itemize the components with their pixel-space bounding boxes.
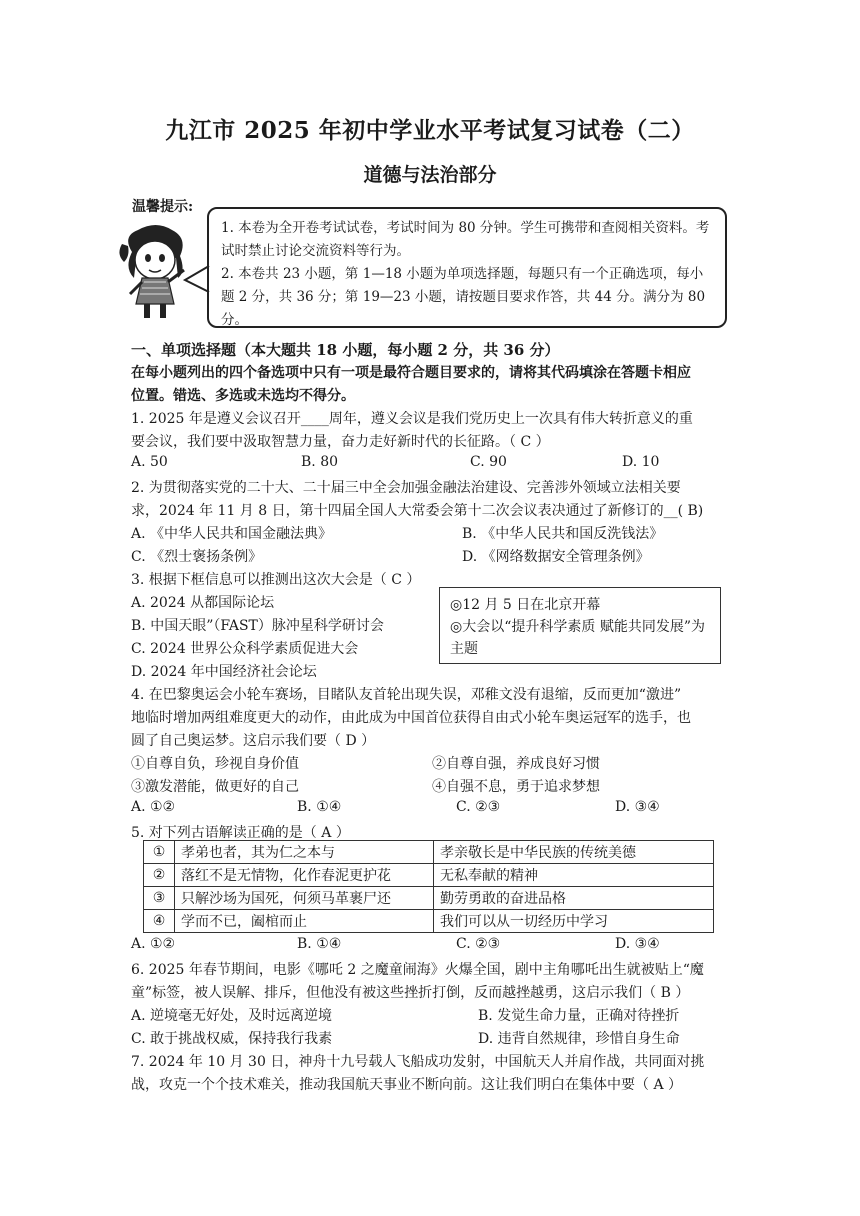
q4-stem-line2: 地临时增加两组难度更大的动作，由此成为中国首位获得自由式小轮车奥运冠军的选手，也 xyxy=(131,710,691,726)
q3-info-box xyxy=(439,587,721,664)
q4-statement-3: ③激发潜能，做更好的自己 xyxy=(131,779,299,795)
q2-option-c: C. 《烈士褒扬条例》 xyxy=(131,549,263,565)
q1-option-b: B. 80 xyxy=(301,454,339,470)
q3-info-line2: ◎大会以“提升科学素质 赋能共同发展”为主题 xyxy=(450,619,705,657)
table-cell: ② xyxy=(144,864,175,887)
q3-option-c: C. 2024 世界公众科学素质促进大会 xyxy=(131,641,359,657)
table-row xyxy=(144,841,714,864)
q5-option-a: A. ①② xyxy=(131,936,176,952)
q4-option-b: B. ①④ xyxy=(297,799,342,815)
table-cell: ③ xyxy=(144,887,175,910)
page-subtitle: 道德与法治部分 xyxy=(363,164,497,186)
tip-item-2: 2. 本卷共 23 小题，第 1—18 小题为单项选择题，每题只有一个正确选项，每小题 2 分，共 36 分；第 19—23 小题，请按题目要求作答，共 44 分。满分为 80 分。 xyxy=(221,266,706,328)
q4-option-a: A. ①② xyxy=(131,799,176,815)
table-cell: 我们可以从一切经历中学习 xyxy=(434,910,714,933)
tips-box xyxy=(207,207,727,328)
q2-option-a: A. 《中华人民共和国金融法典》 xyxy=(131,526,333,542)
q3-stem: 3. 根据下框信息可以推测出这次大会是（ C ） xyxy=(131,572,421,588)
section-instructions-line2: 位置。错选、多选或未选均不得分。 xyxy=(131,388,355,404)
q6-option-c: C. 敢于挑战权威，保持我行我素 xyxy=(131,1031,333,1047)
q6-option-a: A. 逆境毫无好处，及时远离逆境 xyxy=(131,1008,333,1024)
q4-option-c: C. ②③ xyxy=(456,799,501,815)
q3-info-line1: ◎12 月 5 日在北京开幕 xyxy=(450,597,601,613)
q1-option-a: A. 50 xyxy=(131,454,168,470)
q5-option-c: C. ②③ xyxy=(456,936,501,952)
q5-option-b: B. ①④ xyxy=(297,936,342,952)
q7-stem-line2: 战，攻克一个个技术难关，推动我国航天事业不断向前。这让我们明白在集体中要（ A ） xyxy=(131,1077,683,1093)
q7-stem-line1: 7. 2024 年 10 月 30 日，神舟十九号载人飞船成功发射，中国航天人并肩作战，共同面对挑 xyxy=(131,1054,705,1070)
q1-stem-line2: 要会议，我们要中汲取智慧力量，奋力走好新时代的长征路。（ C ） xyxy=(131,434,550,450)
q5-stem: 5. 对下列古语解读正确的是（ A ） xyxy=(131,825,350,841)
q2-option-b: B. 《中华人民共和国反洗钱法》 xyxy=(462,526,664,542)
tips-label: 温馨提示: xyxy=(132,199,194,215)
q4-stem-line1: 4. 在巴黎奥运会小轮车赛场，目睹队友首轮出现失误，邓稚文没有退缩，反而更加“激进” xyxy=(131,687,682,703)
table-row xyxy=(144,887,714,910)
table-cell: ① xyxy=(144,841,175,864)
q4-statement-2: ②自尊自强，养成良好习惯 xyxy=(432,756,600,772)
q1-stem-line1: 1. 2025 年是遵义会议召开____周年，遵义会议是我们党历史上一次具有伟大转折意义的重 xyxy=(131,411,693,427)
page-title: 九江市 2025 年初中学业水平考试复习试卷（二） xyxy=(165,117,695,144)
q4-option-d: D. ③④ xyxy=(615,799,660,815)
table-cell: 孝弟也者，其为仁之本与 xyxy=(175,841,434,864)
q1-option-d: D. 10 xyxy=(622,454,660,470)
q3-option-d: D. 2024 年中国经济社会论坛 xyxy=(131,664,317,680)
table-cell: 勤劳勇敢的奋进品格 xyxy=(434,887,714,910)
q6-stem-line2: 童”标签，被人误解、排斥，但他没有被这些挫折打倒，反而越挫越勇，这启示我们（ B ） xyxy=(131,985,690,1001)
section-instructions-line1: 在每小题列出的四个备选项中只有一项是最符合题目要求的，请将其代码填涂在答题卡相应 xyxy=(131,365,691,381)
table-cell: ④ xyxy=(144,910,175,933)
q3-option-b: B. 中国天眼”（FAST）脉冲星科学研讨会 xyxy=(131,618,384,634)
table-row xyxy=(144,864,714,887)
q3-option-a: A. 2024 从都国际论坛 xyxy=(131,595,275,611)
q4-statement-1: ①自尊自负，珍视自身价值 xyxy=(131,756,299,772)
q2-stem-line2: 求，2024 年 11 月 8 日，第十四届全国人大常委会第十二次会议表决通过了新修订的__( B) xyxy=(131,503,704,519)
q2-stem-line1: 2. 为贯彻落实党的二十大、二十届三中全会加强金融法治建设、完善涉外领域立法相关要 xyxy=(131,480,681,496)
table-cell: 学而不已，阖棺而止 xyxy=(175,910,434,933)
table-row xyxy=(144,910,714,933)
section-heading: 一、单项选择题（本大题共 18 小题，每小题 2 分，共 36 分） xyxy=(131,341,560,359)
q5-sayings-table xyxy=(143,840,714,933)
q4-statement-4: ④自强不息，勇于追求梦想 xyxy=(432,779,600,795)
q6-option-d: D. 违背自然规律，珍惜自身生命 xyxy=(478,1031,680,1047)
q6-option-b: B. 发觉生命力量，正确对待挫折 xyxy=(478,1008,680,1024)
table-cell: 无私奉献的精神 xyxy=(434,864,714,887)
table-cell: 只解沙场为国死，何须马革裹尸还 xyxy=(175,887,434,910)
tip-item-1: 1. 本卷为全开卷考试试卷，考试时间为 80 分钟。学生可携带和查阅相关资料。考试时禁止讨论交流资料等行为。 xyxy=(221,220,710,259)
table-cell: 落红不是无情物，化作春泥更护花 xyxy=(175,864,434,887)
cartoon-girl-illustration xyxy=(118,222,193,322)
q2-option-d: D. 《网络数据安全管理条例》 xyxy=(462,549,650,565)
q6-stem-line1: 6. 2025 年春节期间，电影《哪吒 2 之魔童闹海》火爆全国，剧中主角哪吒出生就被贴上“魔 xyxy=(131,962,704,978)
q5-option-d: D. ③④ xyxy=(615,936,660,952)
q1-option-c: C. 90 xyxy=(470,454,507,470)
q4-stem-line3: 圆了自己奥运梦。这启示我们要（ D ） xyxy=(131,733,376,749)
table-cell: 孝亲敬长是中华民族的传统美德 xyxy=(434,841,714,864)
